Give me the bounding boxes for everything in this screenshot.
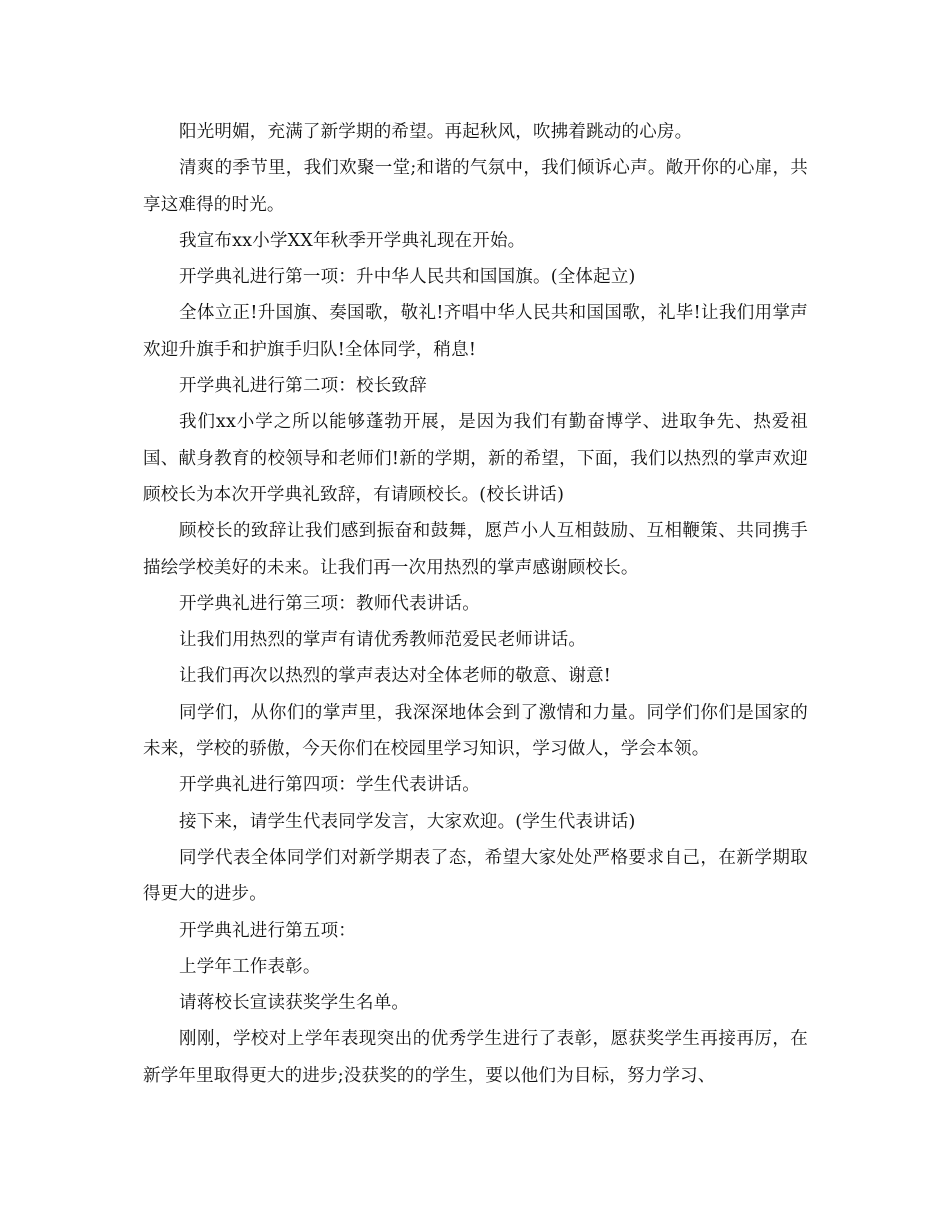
paragraph-15: 同学代表全体同学们对新学期表了态，希望大家处处严格要求自己，在新学期取得更大的进步。 bbox=[143, 847, 808, 905]
paragraph-4: 开学典礼进行第一项：升中华人民共和国国旗。(全体起立) bbox=[179, 267, 636, 288]
paragraph-5: 全体立正!升国旗、奏国歌，敬礼!齐唱中华人民共和国国歌，礼毕!让我们用掌声欢迎升旗手和护旗手归队!全体同学，稍息! bbox=[143, 303, 808, 360]
paragraph-7: 我们xx小学之所以能够蓬勃开展，是因为我们有勤奋博学、进取争先、热爱祖国、献身教育的校领导和老师们!新的学期，新的希望，下面，我们以热烈的掌声欢迎顾校长为本次开学典礼致辞，有请顾校长。(校长讲话) bbox=[143, 412, 808, 505]
paragraph-18: 请蒋校长宣读获奖学生名单。 bbox=[179, 993, 410, 1014]
paragraph-11: 让我们再次以热烈的掌声表达对全体老师的敬意、谢意! bbox=[179, 666, 612, 687]
paragraph-19: 刚刚，学校对上学年表现突出的优秀学生进行了表彰，愿获奖学生再接再厉，在新学年里取得更大的进步;没获奖的的学生，要以他们为目标，努力学习、 bbox=[143, 1029, 808, 1086]
paragraph-14: 接下来，请学生代表同学发言，大家欢迎。(学生代表讲话) bbox=[179, 811, 636, 832]
paragraph-12: 同学们，从你们的掌声里，我深深地体会到了激情和力量。同学们你们是国家的未来，学校的骄傲，今天你们在校园里学习知识，学习做人，学会本领。 bbox=[143, 702, 808, 760]
document-body bbox=[143, 114, 808, 1094]
paragraph-10: 让我们用热烈的掌声有请优秀教师范爱民老师讲话。 bbox=[179, 630, 587, 651]
paragraph-3: 我宣布xx小学XX年秋季开学典礼现在开始。 bbox=[179, 230, 526, 251]
paragraph-17: 上学年工作表彰。 bbox=[179, 956, 321, 977]
paragraph-6: 开学典礼进行第二项：校长致辞 bbox=[179, 376, 427, 397]
paragraph-1: 阳光明媚，充满了新学期的希望。再起秋风，吹拂着跳动的心房。 bbox=[179, 122, 693, 142]
paragraph-8: 顾校长的致辞让我们感到振奋和鼓舞，愿芦小人互相鼓励、互相鞭策、共同携手描绘学校美好的未来。让我们再一次用热烈的掌声感谢顾校长。 bbox=[143, 521, 808, 578]
paragraph-2: 清爽的季节里，我们欢聚一堂;和谐的气氛中，我们倾诉心声。敞开你的心扉，共享这难得的时光。 bbox=[143, 158, 808, 215]
paragraph-13: 开学典礼进行第四项：学生代表讲话。 bbox=[179, 775, 480, 796]
paragraph-16: 开学典礼进行第五项： bbox=[179, 920, 356, 941]
paragraph-9: 开学典礼进行第三项：教师代表讲话。 bbox=[179, 593, 480, 614]
